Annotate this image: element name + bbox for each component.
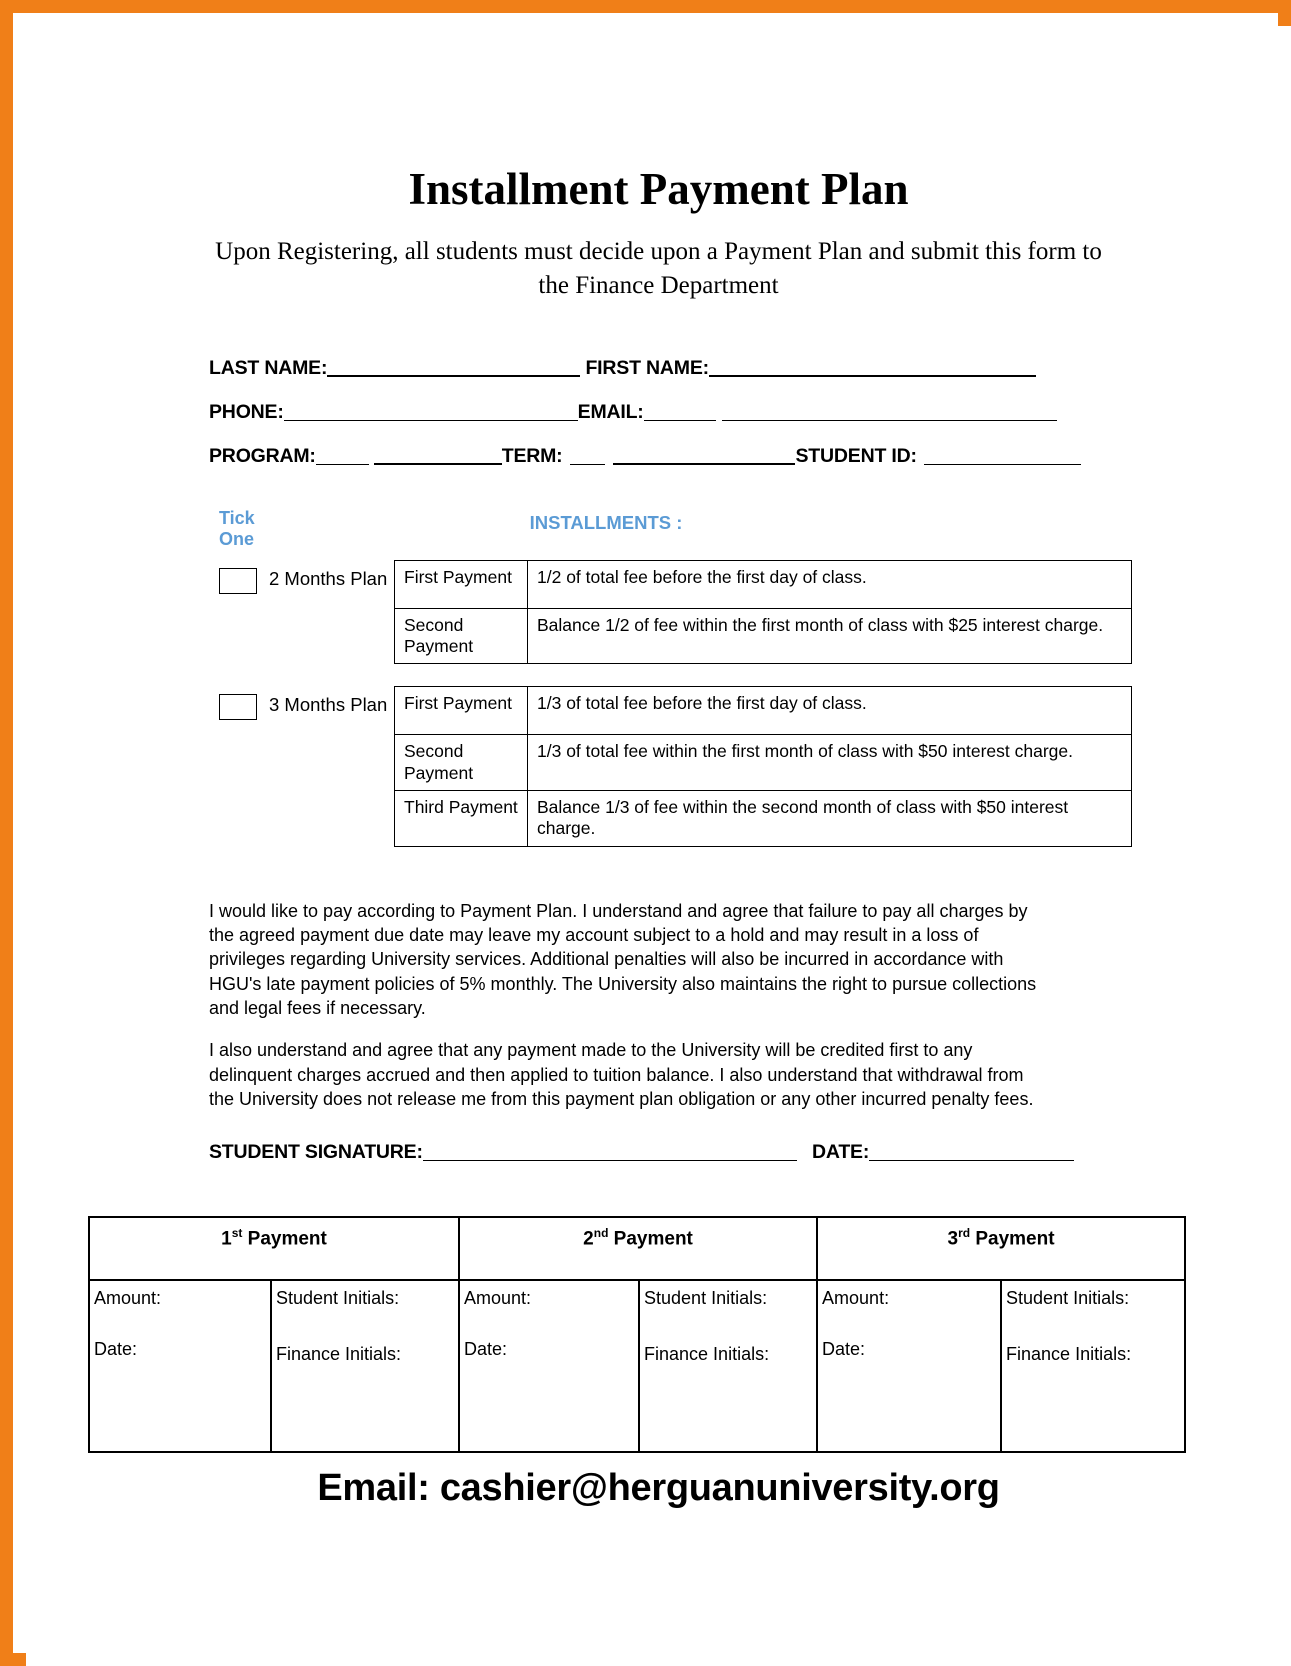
last-name-input[interactable] [327, 363, 580, 377]
date-label: Date: [464, 1338, 508, 1359]
table-row [395, 608, 1132, 664]
plan-row-description: Balance 1/3 of fee within the second month of class with $50 interest charge. [528, 791, 1132, 847]
ordinal-label: Payment [970, 1228, 1055, 1250]
amount-label: Amount: [94, 1288, 162, 1309]
email-label: EMAIL: [577, 400, 644, 423]
payment-column-header-1 [89, 1217, 459, 1280]
phone-input[interactable] [284, 408, 578, 421]
signature-row [26, 1141, 1291, 1164]
ordinal-label: Payment [608, 1228, 693, 1250]
plan-block-3-months [26, 686, 1291, 846]
ordinal-suffix: st [231, 1226, 243, 1241]
table-row [395, 791, 1132, 847]
finance-initials-label: Finance Initials: [1006, 1343, 1132, 1364]
document-page [26, 26, 1291, 1666]
finance-initials-label: Finance Initials: [276, 1343, 402, 1364]
plan-row-label: Second Payment [395, 735, 528, 791]
plan-table-3-months [394, 686, 1132, 846]
term-input-short[interactable] [570, 452, 605, 465]
term-label: TERM: [501, 444, 563, 467]
finance-initials-label: Finance Initials: [644, 1343, 770, 1364]
plan-table-2-months [394, 560, 1132, 665]
amount-label: Amount: [822, 1288, 890, 1309]
table-row [395, 560, 1132, 608]
plan-row-description: 1/3 of total fee within the first month of class with $50 interest charge. [528, 735, 1132, 791]
email-input[interactable] [722, 408, 1057, 421]
table-row [395, 735, 1132, 791]
date-label: Date: [94, 1338, 138, 1359]
payment-grid-body-row [89, 1280, 1185, 1452]
installments-heading: INSTALLMENTS : [529, 511, 683, 533]
ordinal-number: 1 [221, 1228, 232, 1250]
identity-fields [26, 357, 1291, 468]
tick-one-line1: Tick [219, 507, 255, 528]
payment-column-header-2 [459, 1217, 817, 1280]
ordinal-number: 3 [947, 1228, 959, 1250]
plan-row-label: First Payment [395, 560, 528, 608]
plan-name-3-months: 3 Months Plan [269, 694, 388, 716]
plan-row-description: 1/3 of total fee before the first day of class. [528, 687, 1132, 735]
payment-1-amount-date-cell[interactable] [89, 1280, 271, 1452]
payment-3-initials-cell[interactable] [1001, 1280, 1185, 1452]
page-title: Installment Payment Plan [408, 164, 909, 214]
payment-2-initials-cell[interactable] [639, 1280, 817, 1452]
agreement-text [26, 899, 1291, 1111]
plan-row-description: 1/2 of total fee before the first day of class. [528, 560, 1132, 608]
tick-one-line2: One [219, 528, 255, 549]
table-row [395, 687, 1132, 735]
plan-row-label: Second Payment [395, 608, 528, 664]
payment-grid-header-row [89, 1217, 1185, 1280]
program-label: PROGRAM: [209, 444, 316, 467]
ordinal-label: Payment [242, 1228, 327, 1250]
student-signature-label: STUDENT SIGNATURE: [209, 1141, 423, 1164]
program-input-short[interactable] [316, 452, 369, 465]
email-input-short[interactable] [644, 408, 716, 421]
plan-name-2-months: 2 Months Plan [269, 567, 388, 589]
payment-record-grid [88, 1216, 1186, 1453]
plan-row-description: Balance 1/2 of fee within the first month of class with $25 interest charge. [528, 608, 1132, 664]
agreement-paragraph-1: I would like to pay according to Payment Plan. I understand and agree that failure to pay all charges by the agreed payment due date may leave my account subject to a hold and may result in a loss of privileges regarding University services. Additional penalties will also be incurred in accordance with HGU's late payment policies of 5% monthly. The University also maintains the right to pursue collections and legal fees if necessary. [209, 900, 1037, 1018]
payment-2-amount-date-cell[interactable] [459, 1280, 639, 1452]
program-row [209, 445, 1231, 468]
student-initials-label: Student Initials: [276, 1288, 400, 1309]
student-initials-label: Student Initials: [644, 1288, 768, 1309]
checkbox-3-months-plan[interactable] [219, 694, 257, 720]
student-signature-input[interactable] [423, 1148, 797, 1161]
term-input[interactable] [613, 451, 795, 465]
ordinal-suffix: rd [958, 1226, 971, 1241]
first-name-input[interactable] [709, 363, 1036, 377]
plan-row-label: Third Payment [395, 791, 528, 847]
installments-header [26, 508, 1291, 556]
date-label: DATE: [812, 1141, 870, 1164]
student-id-input[interactable] [924, 452, 1081, 465]
amount-label: Amount: [464, 1288, 532, 1309]
checkbox-2-months-plan[interactable] [219, 568, 257, 594]
name-row [209, 357, 1231, 380]
date-label: Date: [822, 1338, 866, 1359]
contact-row [209, 401, 1231, 424]
agreement-paragraph-2: I also understand and agree that any payment made to the University will be credited first to any delinquent charges accrued and then applied to tuition balance. I also understand that withdrawal from the University does not release me from this payment plan obligation or any other incurred penalty fees. [209, 1040, 1034, 1109]
page-subtitle: Upon Registering, all students must decide upon a Payment Plan and submit this form to the Finance Department [215, 238, 1102, 299]
payment-1-initials-cell[interactable] [271, 1280, 459, 1452]
last-name-label: LAST NAME: [209, 356, 328, 379]
payment-3-amount-date-cell[interactable] [817, 1280, 1001, 1452]
plan-block-2-months [26, 560, 1291, 665]
footer-email: Email: cashier@herguanuniversity.org [317, 1467, 1000, 1510]
phone-label: PHONE: [209, 400, 284, 423]
payment-record-grid-wrap [26, 1216, 1291, 1453]
stray-underline [88, 1451, 213, 1453]
signature-date-input[interactable] [869, 1148, 1074, 1161]
ordinal-suffix: nd [593, 1226, 609, 1241]
program-input[interactable] [374, 451, 502, 465]
payment-column-header-3 [817, 1217, 1185, 1280]
plan-row-label: First Payment [395, 687, 528, 735]
student-id-label: STUDENT ID: [795, 444, 917, 467]
first-name-label: FIRST NAME: [585, 356, 709, 379]
ordinal-number: 2 [583, 1228, 594, 1250]
student-initials-label: Student Initials: [1006, 1288, 1130, 1309]
